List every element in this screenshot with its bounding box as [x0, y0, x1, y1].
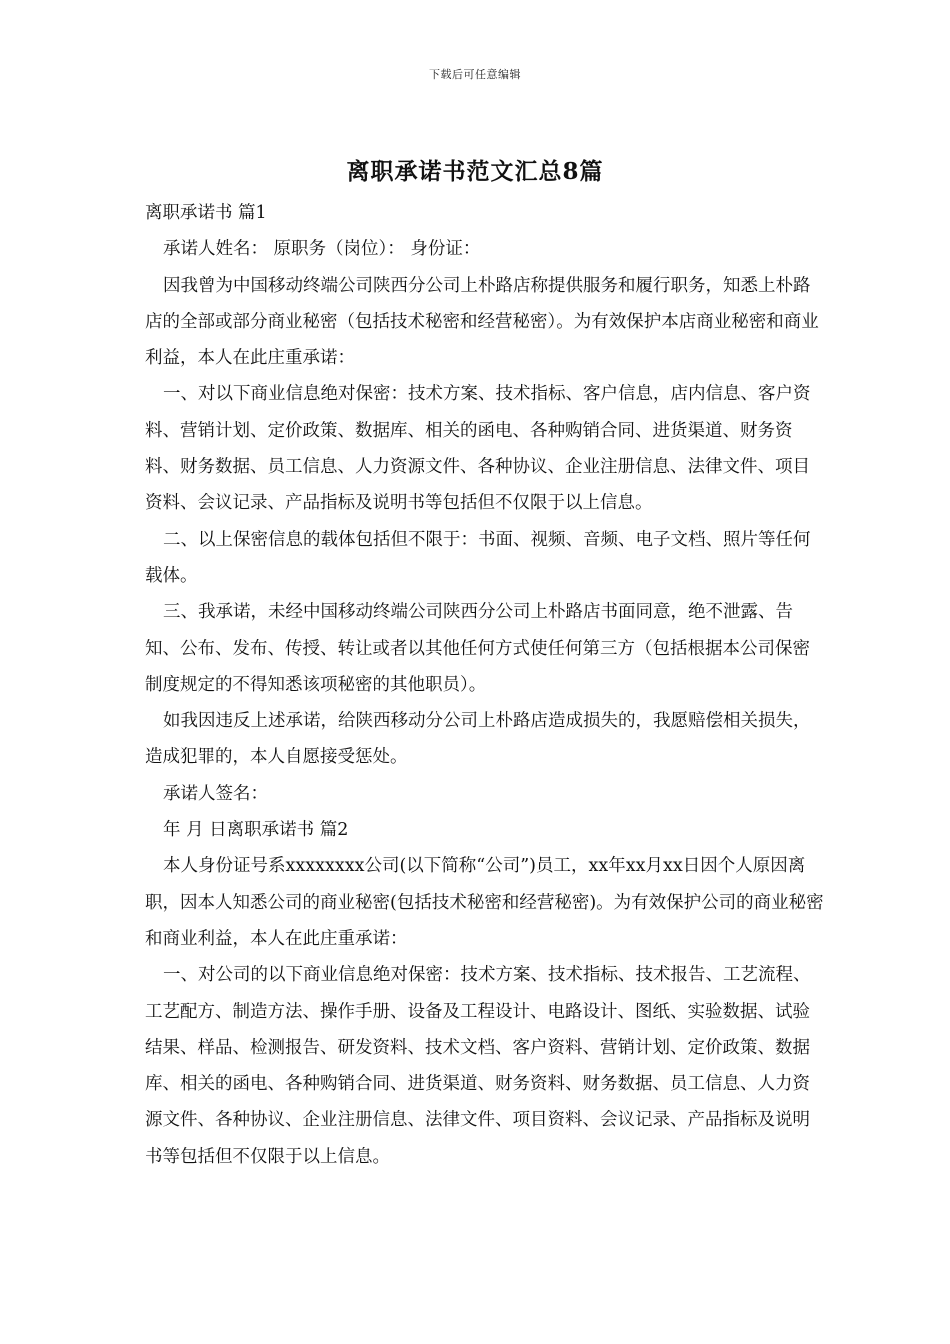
- document-title: 离职承诺书范文汇总8篇: [346, 158, 604, 185]
- section-heading: 离职承诺书 篇1: [145, 203, 267, 223]
- promisor-info-line: 承诺人姓名： 原职务（岗位）： 身份证：: [163, 239, 481, 260]
- section-heading: 年 月 日离职承诺书 篇2: [163, 820, 349, 841]
- paragraph: 一、对以下商业信息绝对保密：技术方案、技术指标、客户信息，店内信息、客户资料、营销计划、定价政策、数据库、相关的函电、各种购销合同、进货渠道、财务资料、财务数据、员工信息、人力资源文件、各种协议、企业注册信息、法律文件、项目资料、会议记录、产品指标及说明书等包括但不仅限于以上信息。: [145, 384, 811, 514]
- paragraph: 一、对公司的以下商业信息绝对保密：技术方案、技术指标、技术报告、工艺流程、工艺配方、制造方法、操作手册、设备及工程设计、电路设计、图纸、实验数据、试验结果、样品、检测报告、研发资料、技术文档、客户资料、营销计划、定价政策、数据库、相关的函电、各种购销合同、进货渠道、财务资料、财务数据、员工信息、人力资源文件、各种协议、企业注册信息、法律文件、项目资料、会议记录、产品指标及说明书等包括但不仅限于以上信息。: [145, 965, 811, 1167]
- paragraph: 三、我承诺，未经中国移动终端公司陕西分公司上朴路店书面同意，绝不泄露、告知、公布、发布、传授、转让或者以其他任何方式使任何第三方（包括根据本公司保密制度规定的不得知悉该项秘密的其他职员）。: [145, 602, 810, 695]
- paragraph: 因我曾为中国移动终端公司陕西分公司上朴路店称提供服务和履行职务，知悉上朴路店的全部或部分商业秘密（包括技术秘密和经营秘密）。为有效保护本店商业秘密和商业利益，本人在此庄重承诺：: [145, 275, 819, 369]
- paragraph: 本人身份证号系xxxxxxxx公司(以下简称“公司”)员工，xx年xx月xx日因个人原因离职，因本人知悉公司的商业秘密(包括技术秘密和经营秘密)。为有效保护公司的商业秘密和商业利益，本人在此庄重承诺：: [145, 856, 824, 949]
- document-body: [145, 195, 825, 1175]
- header-note: 下载后可任意编辑: [429, 68, 521, 81]
- paragraph: 如我因违反上述承诺，给陕西移动分公司上朴路店造成损失的，我愿赔偿相关损失，造成犯罪的，本人自愿接受惩处。: [145, 711, 811, 768]
- signature-line: 承诺人签名：: [163, 783, 268, 804]
- paragraph: 二、以上保密信息的载体包括但不限于：书面、视频、音频、电子文档、照片等任何载体。: [145, 529, 811, 586]
